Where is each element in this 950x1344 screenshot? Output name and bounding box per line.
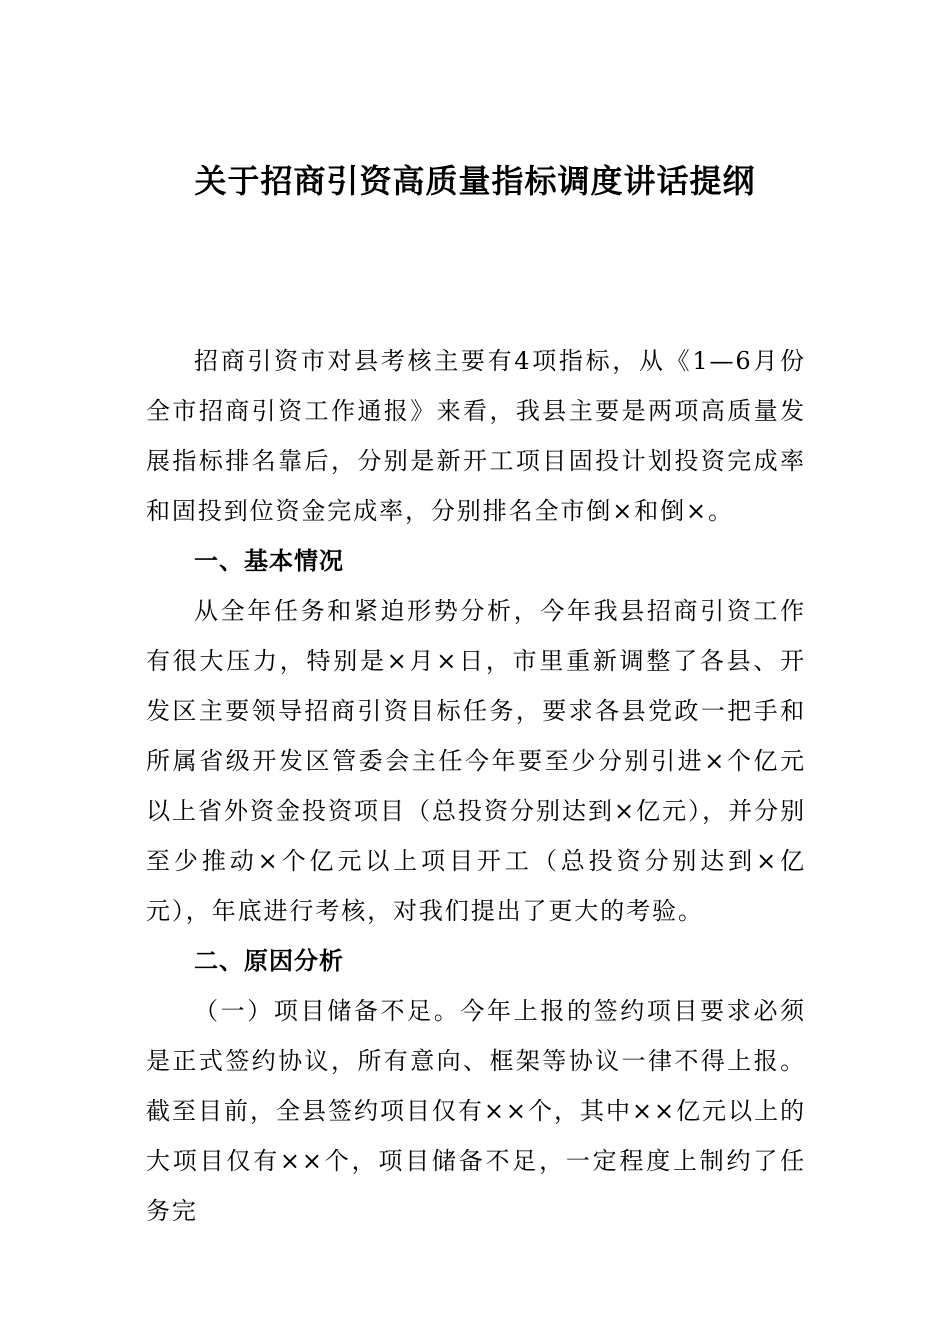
basic-situation-paragraph: 从全年任务和紧迫形势分析，今年我县招商引资工作有很大压力，特别是×月×日，市里重新调整了各县、开发区主要领导招商引资目标任务，要求各县党政一把手和所属省级开发区管委会主任今年要至少分别引进×个亿元以上省外资金投资项目（总投资分别达到×亿元），并分别至少推动×个亿元以上项目开工（总投资分别达到×亿元），年底进行考核，对我们提出了更大的考验。 xyxy=(146,597,806,925)
section-heading-cause-analysis: 二、原因分析 xyxy=(194,947,344,975)
document-title: 关于招商引资高质量指标调度讲话提纲 xyxy=(194,162,756,200)
cause-analysis-paragraph: （一）项目储备不足。今年上报的签约项目要求必须是正式签约协议，所有意向、框架等协议一律不得上报。截至目前，全县签约项目仅有××个，其中××亿元以上的大项目仅有××个，项目储备不足，一定程度上制约了任务完 xyxy=(146,997,806,1225)
intro-paragraph: 招商引资市对县考核主要有4项指标，从《1—6月份全市招商引资工作通报》来看，我县主要是两项高质量发展指标排名靠后，分别是新开工项目固投计划投资完成率和固投到位资金完成率，分别排名全市倒×和倒×。 xyxy=(146,347,806,525)
document-body xyxy=(146,336,806,1236)
section-heading-basic-situation: 一、基本情况 xyxy=(194,547,344,575)
